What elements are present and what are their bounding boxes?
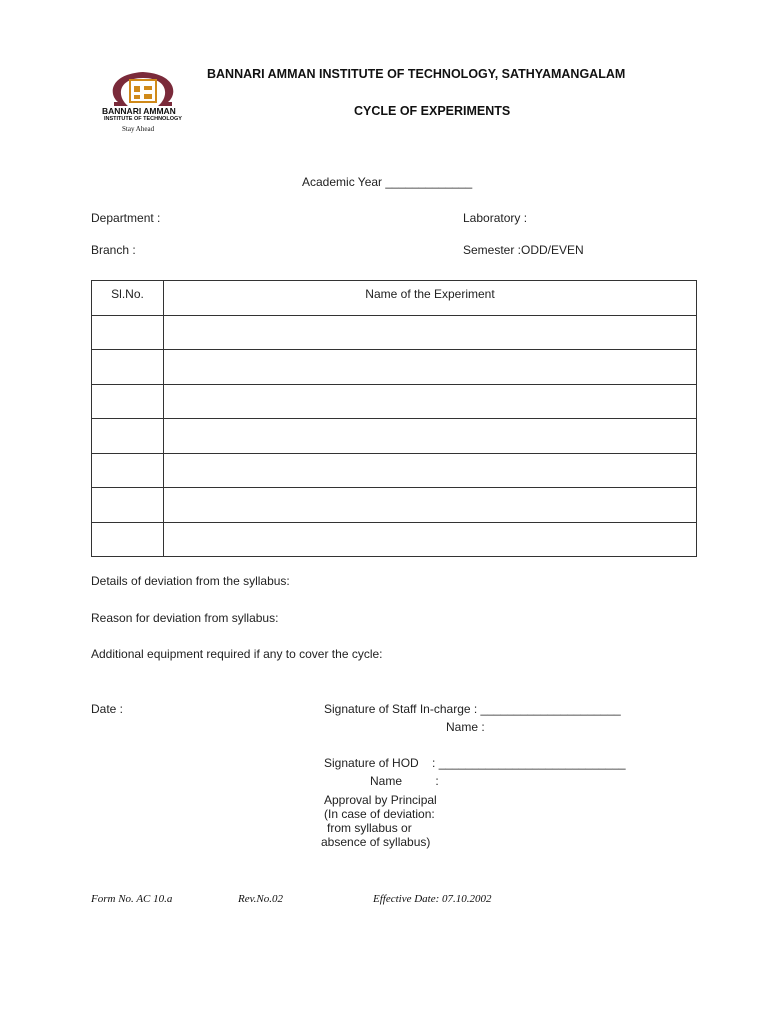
table-row (92, 419, 697, 454)
logo-name-line2: INSTITUTE OF TECHNOLOGY (104, 116, 182, 122)
academic-year-field: Academic Year _____________ (302, 175, 473, 189)
revision-number: Rev.No.02 (238, 893, 284, 905)
branch-field: Branch : (91, 243, 136, 257)
table-row (92, 453, 697, 488)
table-row (92, 522, 697, 557)
sl-no-cell (92, 522, 164, 557)
form-number: Form No. AC 10.a (91, 893, 173, 905)
logo-tagline: Stay Ahead (122, 125, 155, 133)
date-field: Date : (91, 702, 124, 716)
experiment-name-cell (164, 453, 697, 488)
deviation-reason-label: Reason for deviation from syllabus: (91, 611, 279, 625)
approval-line: Approval by Principal (324, 793, 437, 807)
experiment-name-cell (164, 350, 697, 385)
logo-name-line1: BANNARI AMMAN (102, 106, 176, 116)
institute-logo (100, 66, 186, 138)
staff-signature-field: Signature of Staff In-charge : _____________________ (324, 702, 621, 716)
sl-no-cell (92, 350, 164, 385)
hod-signature-field: Signature of HOD : ____________________________ (324, 756, 626, 770)
staff-name-field: Name : (446, 720, 485, 734)
experiment-name-cell (164, 315, 697, 350)
laboratory-field: Laboratory : (463, 211, 528, 225)
approval-line: from syllabus or (327, 821, 412, 835)
experiment-name-header: Name of the Experiment (164, 281, 697, 316)
department-field: Department : (91, 211, 161, 225)
table-header-row (92, 281, 697, 316)
sl-no-cell (92, 453, 164, 488)
experiments-table (91, 280, 697, 557)
institute-name: BANNARI AMMAN INSTITUTE OF TECHNOLOGY, SATHYAMANGALAM (207, 67, 626, 81)
hod-name-field: Name : (370, 774, 439, 788)
sl-no-cell (92, 315, 164, 350)
table-row (92, 384, 697, 419)
table-row (92, 488, 697, 523)
sl-no-header: Sl.No. (92, 281, 164, 316)
additional-equipment-label: Additional equipment required if any to cover the cycle: (91, 647, 383, 661)
experiment-name-cell (164, 419, 697, 454)
sl-no-cell (92, 419, 164, 454)
sl-no-cell (92, 384, 164, 419)
experiment-name-cell (164, 384, 697, 419)
table-row (92, 315, 697, 350)
semester-field: Semester :ODD/EVEN (463, 243, 584, 257)
effective-date: Effective Date: 07.10.2002 (373, 893, 492, 905)
experiment-name-cell (164, 488, 697, 523)
experiment-name-cell (164, 522, 697, 557)
deviation-details-label: Details of deviation from the syllabus: (91, 574, 290, 588)
table-row (92, 350, 697, 385)
approval-line: absence of syllabus) (321, 835, 431, 849)
approval-line: (In case of deviation: (324, 807, 435, 821)
sl-no-cell (92, 488, 164, 523)
document-title: CYCLE OF EXPERIMENTS (354, 104, 511, 118)
